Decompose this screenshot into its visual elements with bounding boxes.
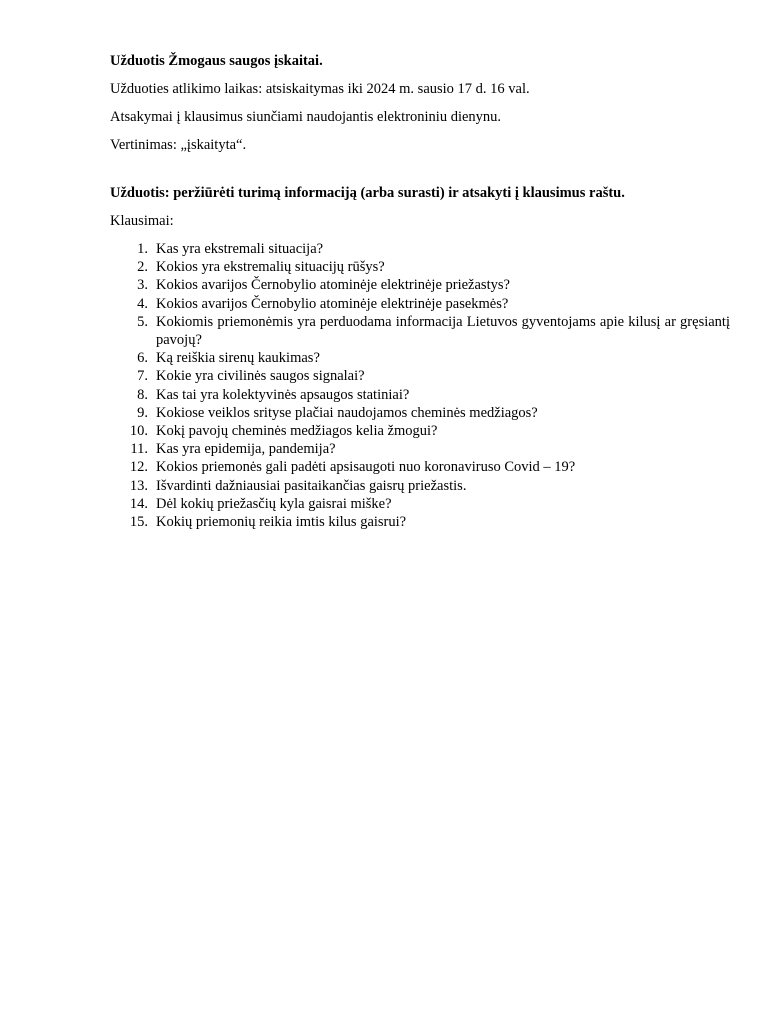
list-item — [110, 295, 730, 313]
questions-label: Klausimai: — [110, 213, 174, 229]
questions-list — [110, 240, 730, 531]
list-item — [110, 458, 730, 476]
question-text: Kas yra epidemija, pandemija? — [156, 441, 336, 458]
list-item — [110, 477, 730, 495]
question-number: 6. — [137, 350, 148, 367]
document-page — [110, 52, 730, 531]
question-number: 8. — [137, 386, 148, 403]
question-number: 10. — [129, 423, 148, 440]
question-number: 3. — [137, 277, 148, 294]
question-text: Kokios avarijos Černobylio atominėje elektrinėje pasekmės? — [156, 295, 509, 312]
question-text: Kokios priemonės gali padėti apsisaugoti nuo koronaviruso Covid – 19? — [156, 459, 576, 476]
grading-text: Vertinimas: „įskaityta“. — [110, 137, 247, 153]
question-number: 11. — [130, 441, 148, 458]
list-item — [110, 495, 730, 513]
question-number: 1. — [137, 241, 148, 257]
list-item — [110, 367, 730, 385]
question-text: Ką reiškia sirenų kaukimas? — [156, 350, 320, 367]
list-item — [110, 240, 730, 258]
question-text: Kokiose veiklos srityse plačiai naudojamos cheminės medžiagos? — [156, 404, 538, 421]
list-item — [110, 313, 730, 349]
submission-text: Atsakymai į klausimus siunčiami naudojantis elektroniniu dienynu. — [110, 109, 502, 125]
question-text: Kokį pavojų cheminės medžiagos kelia žmogui? — [156, 423, 438, 440]
list-item — [110, 513, 730, 531]
question-text: Kas tai yra kolektyvinės apsaugos statiniai? — [156, 386, 410, 403]
question-number: 13. — [129, 477, 148, 494]
question-text: Kokiomis priemonėmis yra perduodama informacija Lietuvos gyventojams apie kilusį ar gręsiantį pavojų? — [156, 313, 730, 349]
list-item — [110, 422, 730, 440]
question-text: Dėl kokių priežasčių kyla gaisrai miške? — [156, 495, 392, 512]
question-text: Kokios yra ekstremalių situacijų rūšys? — [156, 259, 385, 276]
question-number: 14. — [129, 495, 148, 512]
question-number: 7. — [137, 368, 148, 385]
question-number: 9. — [137, 404, 148, 421]
question-number: 5. — [137, 313, 148, 330]
list-item — [110, 349, 730, 367]
list-item — [110, 386, 730, 404]
question-number: 15. — [129, 514, 148, 531]
question-text: Išvardinti dažniausiai pasitaikančias gaisrų priežastis. — [156, 477, 467, 494]
question-text: Kas yra ekstremali situacija? — [156, 241, 324, 257]
question-text: Kokių priemonių reikia imtis kilus gaisrui? — [156, 514, 407, 531]
deadline-text: Užduoties atlikimo laikas: atsiskaitymas iki 2024 m. sausio 17 d. 16 val. — [110, 81, 530, 97]
question-number: 12. — [129, 459, 148, 476]
list-item — [110, 440, 730, 458]
list-item — [110, 258, 730, 276]
list-item — [110, 276, 730, 294]
task-heading: Užduotis: peržiūrėti turimą informaciją (arba surasti) ir atsakyti į klausimus raštu. — [110, 185, 625, 201]
document-title: Užduotis Žmogaus saugos įskaitai. — [110, 53, 323, 69]
question-text: Kokie yra civilinės saugos signalai? — [156, 368, 365, 385]
question-number: 4. — [137, 295, 148, 312]
question-text: Kokios avarijos Černobylio atominėje elektrinėje priežastys? — [156, 277, 510, 294]
list-item — [110, 404, 730, 422]
question-number: 2. — [137, 259, 148, 276]
